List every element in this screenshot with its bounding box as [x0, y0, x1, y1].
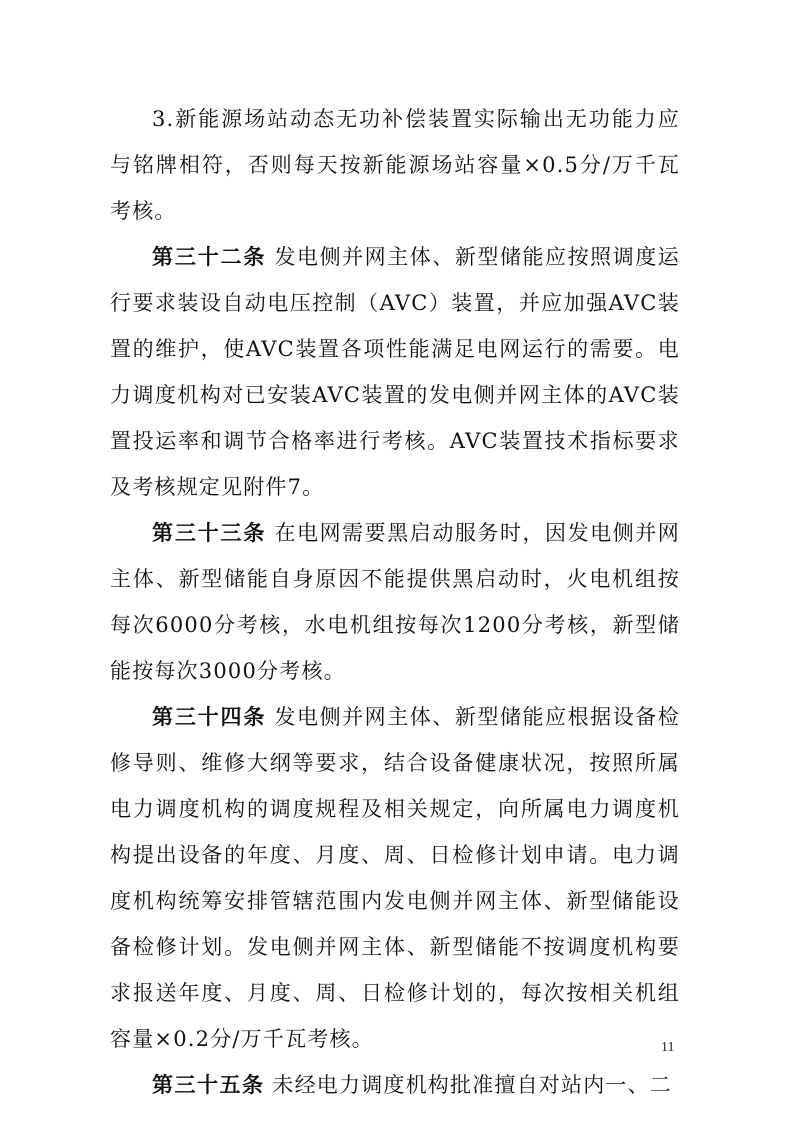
article-number: 第三十四条: [152, 705, 267, 729]
article-text: 发电侧并网主体、新型储能应按照调度运行要求装设自动电压控制（AVC）装置，并应加强AVC装置的维护，使AVC装置各项性能满足电网运行的需要。电力调度机构对已安装AVC装置的发电侧并网主体的AVC装置投运率和调节合格率进行考核。AVC装置技术指标要求及考核规定见附件7。: [110, 245, 680, 499]
page-number: 11: [661, 1040, 675, 1055]
article-34: [110, 694, 680, 1062]
body-text: [110, 96, 680, 1108]
article-35: [110, 1062, 680, 1108]
article-number: 第三十五条: [152, 1073, 265, 1097]
article-text: 未经电力调度机构批准擅自对站内一、二: [272, 1073, 672, 1097]
article-number: 第三十三条: [152, 521, 267, 545]
paragraph-item-3: [110, 96, 680, 234]
article-33: [110, 510, 680, 694]
article-32: [110, 234, 680, 510]
article-text: 在电网需要黑启动服务时，因发电侧并网主体、新型储能自身原因不能提供黑启动时，火电机组按每次6000分考核，水电机组按每次1200分考核，新型储能按每次3000分考核。: [110, 521, 680, 683]
article-text: 发电侧并网主体、新型储能应根据设备检修导则、维修大纲等要求，结合设备健康状况，按照所属电力调度机构的调度规程及相关规定，向所属电力调度机构提出设备的年度、月度、周、日检修计划申请。电力调度机构统筹安排管辖范围内发电侧并网主体、新型储能设备检修计划。发电侧并网主体、新型储能不按调度机构要求报送年度、月度、周、日检修计划的，每次按相关机组容量×0.2分/万千瓦考核。: [110, 705, 680, 1051]
paragraph-text: 3.新能源场站动态无功补偿装置实际输出无功能力应与铭牌相符，否则每天按新能源场站容量×0.5分/万千瓦考核。: [110, 107, 680, 223]
article-number: 第三十二条: [152, 245, 267, 269]
